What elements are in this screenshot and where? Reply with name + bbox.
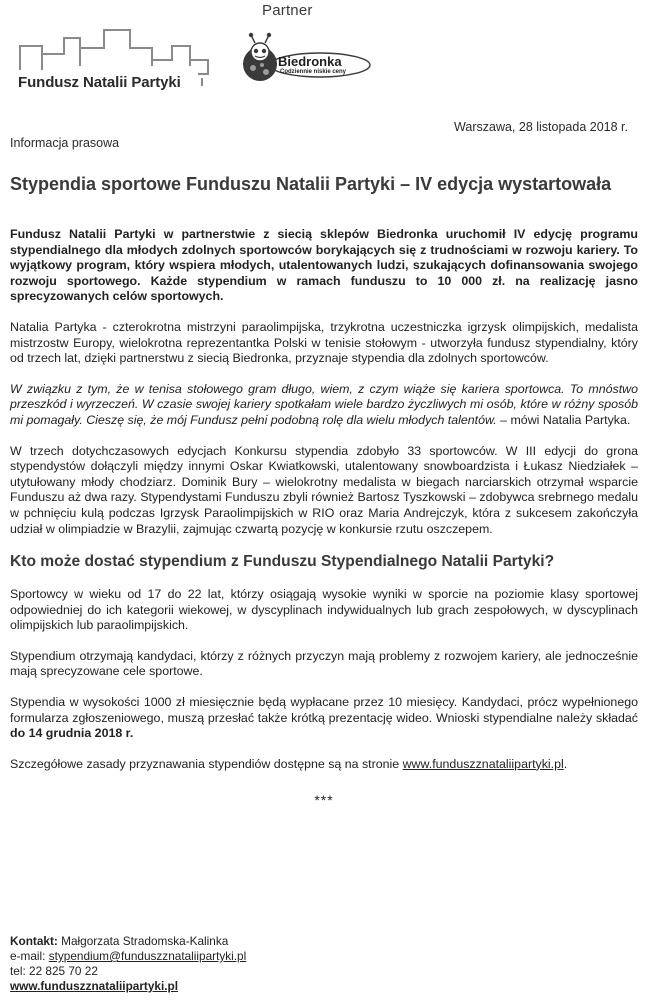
biedronka-tagline: Codziennie niskie ceny: [280, 69, 347, 75]
contact-label: Kontakt:: [10, 934, 58, 948]
lead-paragraph: Fundusz Natalii Partyki w partnerstwie z siecią sklepów Biedronka uruchomił IV edycję programu stypendialnego dla młodych zdolnych sportowców borykających się z trudnościami w rozwoju kariery. To wyjątkowy program, który wspiera młodych, utalentowanych ludzi, szukających dofinansowania swojego rozwoju sportowego. Każde stypendium w ramach funduszu to 10 000 zł. na realizację jasno sprecyzowanych celów sportowych.: [10, 227, 638, 304]
biedronka-logo: [236, 30, 376, 90]
page-title: Stypendia sportowe Funduszu Natalii Partyki – IV edycja wystartowała: [10, 174, 612, 194]
contact-email-line: [10, 949, 246, 964]
contact-phone: tel: 22 825 70 22: [10, 964, 98, 978]
section-separator: ***: [314, 792, 334, 809]
deadline-text: do 14 grudnia 2018 r.: [10, 726, 134, 741]
body-paragraph-winners: W trzech dotychczasowych edycjach Konkursu stypendia zdobyło 33 sportowców. W III edycji do grona stypendystów dołączyli między innymi Oskar Kwiatkowski, utalentowany snowboardzista i Łukasz Niedziałek – utytułowany młody chodziarz. Dominik Bury – wielokrotny medalista w biegach narciarskich otrzymał wsparcie Funduszu aż dwa razy. Stypendystami Funduszu zbyli również Bartosz Tyszkowski – zdobywca srebrnego medalu w pchnięciu kulą podczas Igrzysk Paraolimpijskich w RIO oraz Maria Andrejczyk, która z sukcesem zakończyła udział w olimpiadzie w Brazylii, zajmując czwartą pozycję w konkursie rzutu oszczepem.: [10, 443, 638, 536]
candidates-paragraph: Stypendium otrzymają kandydaci, którzy z różnych przyczyn mają problemy z rozwojem kariery, ale jednocześnie mają sprecyzowane cele sportowe.: [10, 648, 638, 679]
eligibility-paragraph: Sportowcy w wieku od 17 do 22 lat, którzy osiągają wysokie wyniki w sporcie na poziomie klasy sportowej odpowiedniej do ich kategorii wiekowej, w dyscyplinach indywidualnych lub grach zespołowych, w dyscyplinach olimpijskich lub paraolimpijskich.: [10, 587, 638, 633]
contact-email-link[interactable]: stypendium@funduszznataliipartyki.pl: [48, 949, 247, 963]
amount-text: Stypendia w wysokości 1000 zł miesięcznie będą wypłacane przez 10 miesięcy. Kandydaci, prócz wypełnionego formularza zgłoszeniowego, muszą przesłać także krótką prezentację wideo. Wnioski stypendialne należy składać: [10, 695, 638, 725]
quote-text: W związku z tym, że w tenisa stołowego gram długo, wiem, z czym wiąże się kariera sportowca. To mnóstwo przeszkód i wyrzeczeń. W czasie swojej kariery spotkałam wiele bardzo życzliwych mi osób, które w różny sposób mi pomagały. Cieszę się, że mój Fundusz pełni podobną rolę dla wielu młodych talentów.: [10, 381, 638, 427]
rules-link[interactable]: www.funduszznataliipartyki.pl: [402, 756, 564, 771]
contact-website-link[interactable]: www.funduszznataliipartyki.pl: [10, 979, 179, 993]
contact-email-label: e-mail:: [10, 949, 49, 963]
contact-name: Małgorzata Stradomska-Kalinka: [57, 934, 229, 948]
quote-paragraph: [10, 382, 638, 429]
main-content: [10, 174, 638, 808]
date-line: Warszawa, 28 listopada 2018 r.: [454, 120, 628, 134]
contact-block: [10, 934, 246, 994]
quote-author: – mówi Natalia Partyka.: [496, 412, 631, 427]
document-type: Informacja prasowa: [10, 136, 120, 150]
body-paragraph-partyka: Natalia Partyka - czterokrotna mistrzyni paraolimpijska, trzykrotna uczestniczka igrzysk olimpijskich, medalista mistrzostw Europy, wielokrotna reprezentantka Polski w tenisie stołowym - utworzyła fundusz stypendialny, który od trzech lat, dzięki partnerstwu z siecią Biedronka, przyznaje stypendia dla zdolnych sportowców.: [10, 319, 638, 366]
fundusz-logo-text: Fundusz Natalii Partyki: [18, 74, 181, 91]
rules-end: .: [563, 756, 568, 771]
contact-person: [10, 934, 246, 949]
biedronka-logo-text: Biedronka: [278, 54, 342, 69]
rules-paragraph: [10, 757, 638, 773]
section-title: Kto może dostać stypendium z Funduszu Stypendialnego Natalii Partyki?: [10, 553, 555, 571]
amount-paragraph: [10, 695, 638, 742]
partner-caption: Partner: [262, 2, 313, 19]
fundusz-logo: [12, 26, 222, 98]
rules-text: Szczegółowe zasady przyznawania stypendiów dostępne są na stronie: [10, 756, 403, 771]
